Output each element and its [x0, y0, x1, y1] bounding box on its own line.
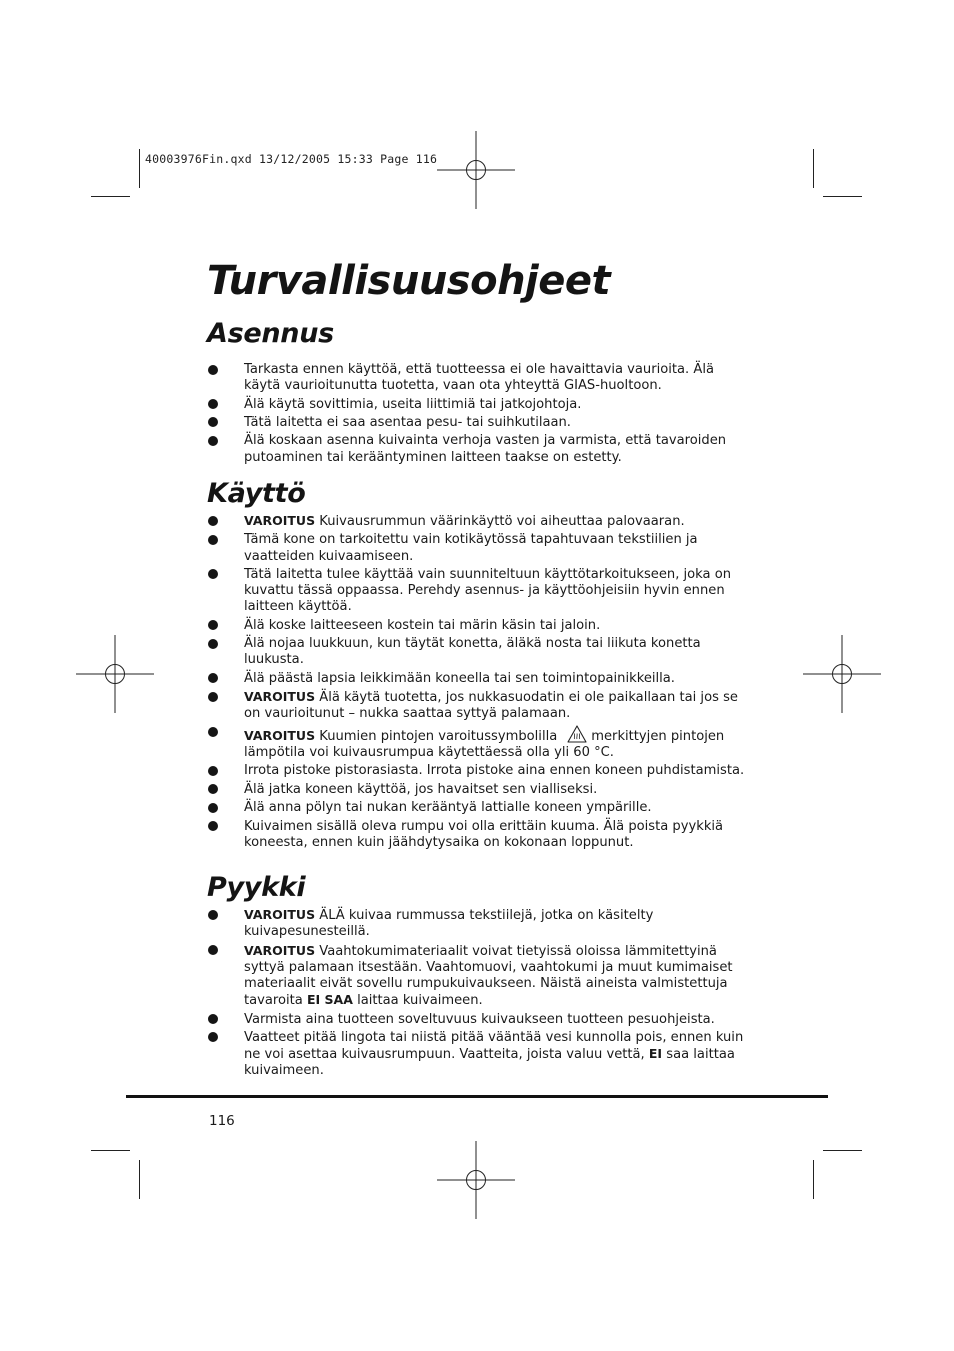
list-item: Varmista aina tuotteen soveltuvuus kuivaukseen tuotteen pesuohjeista.	[207, 1012, 752, 1028]
crop-mark	[823, 196, 862, 197]
section-heading-asennus: Asennus	[207, 318, 334, 349]
list-item: Älä käytä sovittimia, useita liittimiä tai jatkojohtoja.	[207, 397, 752, 413]
crop-mark	[813, 1160, 814, 1199]
list-item: VAROITUS Vaahtokumimateriaalit voivat tietyissä oloissa lämmitettyinä syttyä palamaan itsestään. Vaahtomuovi, vaahtokumi ja muut kumimaiset materiaalit eivät sovellu rumpukuivaukseen. Näistä aineista valmistettuja tavaroita EI SAA laittaa kuivaimeen.	[207, 943, 752, 1010]
list-item: Älä koskaan asenna kuivainta verhoja vasten ja varmista, että tavaroiden putoaminen tai kerääntyminen laitteen taakse on estetty.	[207, 433, 752, 465]
list-item: Älä päästä lapsia leikkimään koneella tai sen toimintopainikkeilla.	[207, 671, 752, 687]
section-heading-pyykki: Pyykki	[207, 872, 306, 903]
list-item: Tätä laitetta tulee käyttää vain suunniteltuun käyttötarkoitukseen, joka on kuvattu tässä oppaassa. Perehdy asennus- ja käyttöohjeisiin hyvin ennen laitteen käyttöä.	[207, 567, 752, 616]
list-item: VAROITUS Kuumien pintojen varoitussymbolilla merkittyjen pintojen lämpötila voi kuivausrumpua käytettäessä olla yli 60 °C.	[207, 725, 752, 761]
warning-label: VAROITUS	[244, 513, 316, 528]
print-slug: 40003976Fin.qxd 13/12/2005 15:33 Page 116	[145, 152, 438, 166]
warning-label: VAROITUS	[244, 727, 316, 743]
list-item: Älä koske laitteeseen kostein tai märin käsin tai jaloin.	[207, 618, 752, 634]
list-item: Älä jatka koneen käyttöä, jos havaitset sen vialliseksi.	[207, 782, 752, 798]
list-item: Älä nojaa luukkuun, kun täytät konetta, äläkä nosta tai liikuta konetta luukusta.	[207, 636, 752, 668]
emphasis-label: EI	[648, 1046, 663, 1062]
list-kaytto	[207, 513, 752, 853]
registration-mark-icon	[76, 635, 154, 713]
list-item: Tämä kone on tarkoitettu vain kotikäytössä tapahtuvaan tekstiilien ja vaatteiden kuivaamiseen.	[207, 532, 752, 564]
crop-mark	[91, 1150, 130, 1151]
emphasis-label: EI SAA	[307, 992, 353, 1008]
list-item: Irrota pistoke pistorasiasta. Irrota pistoke aina ennen koneen puhdistamista.	[207, 763, 752, 779]
list-item: Älä anna pölyn tai nukan kerääntyä lattialle koneen ympärille.	[207, 800, 752, 816]
crop-mark	[139, 149, 140, 188]
list-item: Tätä laitetta ei saa asentaa pesu- tai suihkutilaan.	[207, 415, 752, 431]
section-heading-kaytto: Käyttö	[207, 478, 306, 509]
hot-surface-warning-icon	[567, 725, 587, 743]
crop-mark	[813, 149, 814, 188]
warning-label: VAROITUS	[244, 689, 316, 705]
list-asennus	[207, 362, 752, 468]
list-item: VAROITUS Kuivausrummun väärinkäyttö voi aiheuttaa palovaaran.	[207, 513, 752, 530]
list-item: Kuivaimen sisällä oleva rumpu voi olla erittäin kuuma. Älä poista pyykkiä koneesta, ennen kuin jäähdytysaika on kokonaan loppunut.	[207, 819, 752, 851]
list-item: VAROITUS Älä käytä tuotetta, jos nukkasuodatin ei ole paikallaan tai jos se on vaurioitunut – nukka saattaa syttyä palamaan.	[207, 689, 752, 722]
warning-label: VAROITUS	[244, 942, 316, 958]
page-number: 116	[209, 1113, 235, 1129]
list-item: Vaatteet pitää lingota tai niistä pitää vääntää vesi kunnolla pois, ennen kuin ne voi asettaa kuivausrumpuun. Vaatteita, joista valuu vettä, EI saa laittaa kuivaimeen.	[207, 1030, 752, 1080]
warning-label: VAROITUS	[244, 907, 316, 922]
page-title: Turvallisuusohjeet	[207, 258, 611, 304]
registration-mark-icon	[803, 635, 881, 713]
list-item: Tarkasta ennen käyttöä, että tuotteessa ei ole havaittavia vaurioita. Älä käytä vaurioitunutta tuotetta, vaan ota yhteyttä GIAS-huoltoon.	[207, 362, 752, 394]
list-item: VAROITUS ÄLÄ kuivaa rummussa tekstiilejä, jotka on käsitelty kuivapesunesteillä.	[207, 907, 752, 940]
footer-rule	[126, 1095, 828, 1098]
crop-mark	[139, 1160, 140, 1199]
crop-mark	[91, 196, 130, 197]
registration-mark-icon	[437, 1141, 515, 1219]
registration-mark-icon	[437, 131, 515, 209]
list-pyykki	[207, 907, 752, 1082]
crop-mark	[823, 1150, 862, 1151]
